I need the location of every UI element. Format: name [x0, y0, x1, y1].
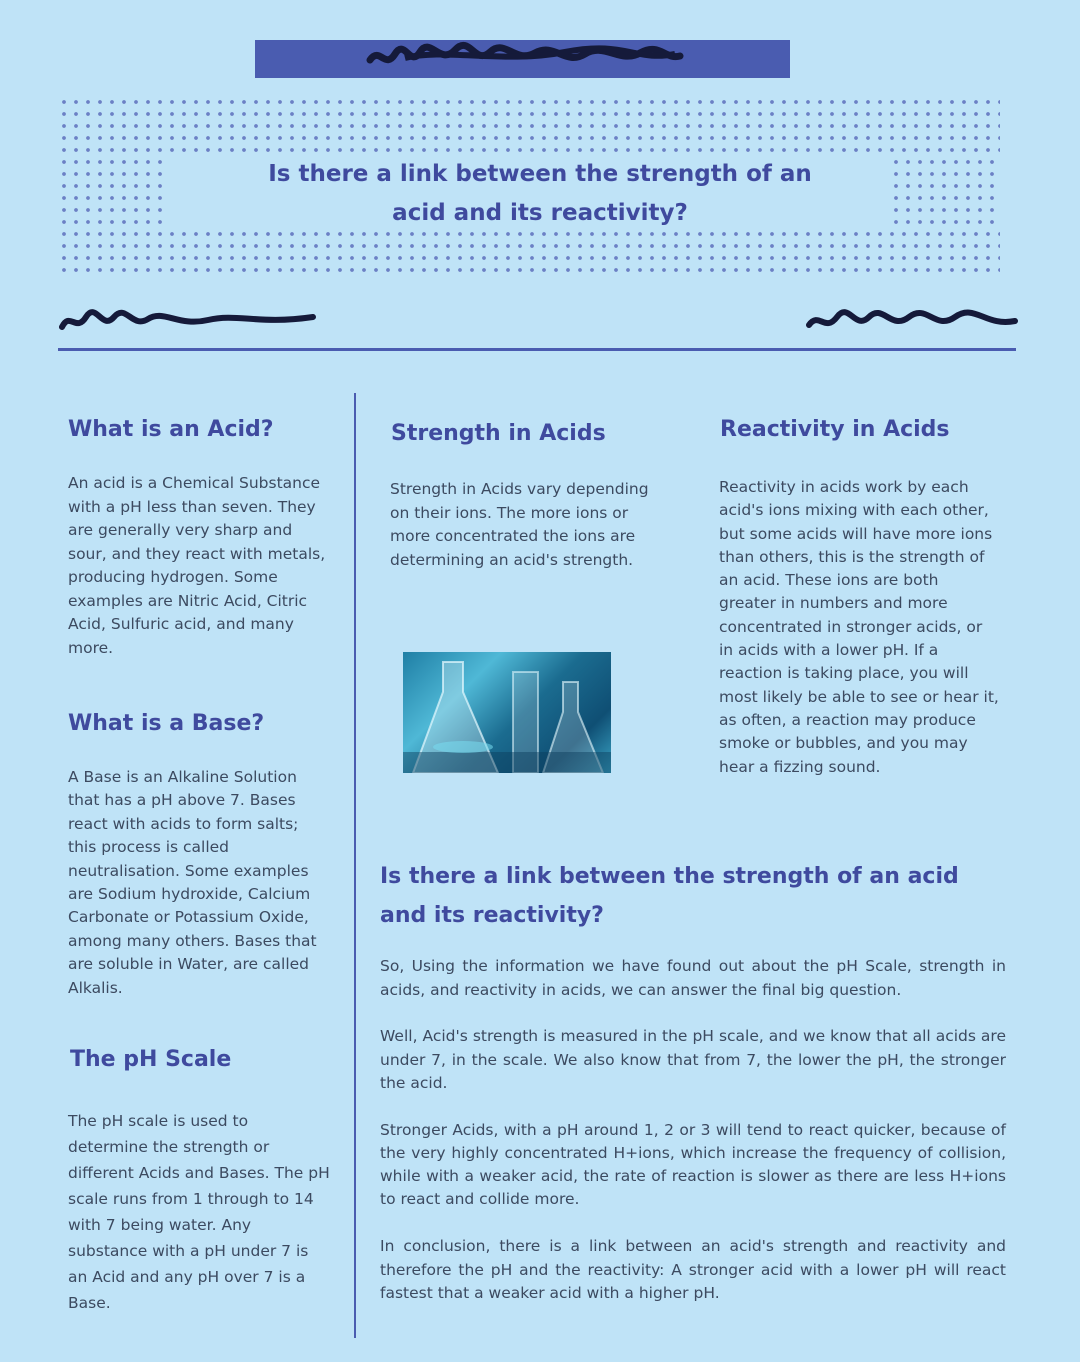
base-body: A Base is an Alkaline Solution that has a pH above 7. Bases react with acids to form salts; this process is called neutralisation. Some examples are Sodium hydroxide, Calcium Carbonate or Potassium Oxide, among many others. Bases that are soluble in Water, are called Alkalis.	[68, 768, 317, 997]
acid-heading: What is an Acid?	[68, 417, 274, 442]
conclusion-paragraph-2: Well, Acid's strength is measured in the pH scale, and we know that all acids are under 7, in the scale. We also know that from 7, the lower the pH, the stronger the acid.	[380, 1027, 1006, 1092]
redaction-scribble-left	[58, 305, 318, 335]
strength-body: Strength in Acids vary depending on their ions. The more ions or more concentrated the ions are determining an acid's strength.	[390, 480, 649, 569]
reactivity-heading: Reactivity in Acids	[720, 417, 950, 442]
dot-frame-right	[890, 156, 1000, 228]
strength-heading: Strength in Acids	[391, 421, 606, 446]
redaction-scribble-right	[805, 305, 1020, 335]
conclusion-heading: Is there a link between the strength of an acid and its reactivity?	[380, 864, 959, 928]
conclusion-paragraph-4: In conclusion, there is a link between an acid's strength and reactivity and therefore the pH and the reactivity: A stronger acid with a lower pH will react fastest that a weaker acid with a higher pH.	[380, 1237, 1006, 1302]
dot-frame-top	[58, 96, 1000, 156]
base-heading: What is a Base?	[68, 711, 265, 736]
ph-scale-body: The pH scale is used to determine the strength or different Acids and Bases. The pH scale runs from 1 through to 14 with 7 being water. Any substance with a pH under 7 is an Acid and any pH over 7 is a Base.	[68, 1112, 330, 1312]
acid-body: An acid is a Chemical Substance with a pH less than seven. They are generally very sharp and sour, and they react with metals, producing hydrogen. Some examples are Nitric Acid, Citric Acid, Sulfuric acid, and many more.	[68, 474, 326, 657]
ph-scale-heading: The pH Scale	[70, 1047, 232, 1072]
redaction-scribble-top	[365, 38, 685, 78]
reactivity-body: Reactivity in acids work by each acid's ions mixing with each other, but some acids will have more ions than others, this is the strength of an acid. These ions are both greater in numbers and more concentrated in stronger acids, or in acids with a lower pH. If a reaction is taking place, you will most likely be able to see or hear it, as often, a reaction may produce smoke or bubbles, and you may hear a fizzing sound.	[719, 478, 999, 776]
poster-title: Is there a link between the strength of an acid and its reactivity?	[268, 161, 812, 226]
conclusion-paragraph-3: Stronger Acids, with a pH around 1, 2 or 3 will tend to react quicker, because of the very highly concentrated H+ions, which increase the frequency of collision, while with a weaker acid, the rate of reaction is slower as there are less H+ions to react and collide more.	[380, 1121, 1006, 1208]
lab-glassware-photo	[403, 652, 611, 773]
header-divider	[58, 348, 1016, 351]
dot-frame-left	[58, 156, 168, 228]
conclusion-paragraph-1: So, Using the information we have found out about the pH Scale, strength in acids, and reactivity in acids, we can answer the final big question.	[380, 957, 1006, 999]
column-divider	[354, 393, 356, 1338]
dot-frame-bottom	[58, 228, 1000, 278]
